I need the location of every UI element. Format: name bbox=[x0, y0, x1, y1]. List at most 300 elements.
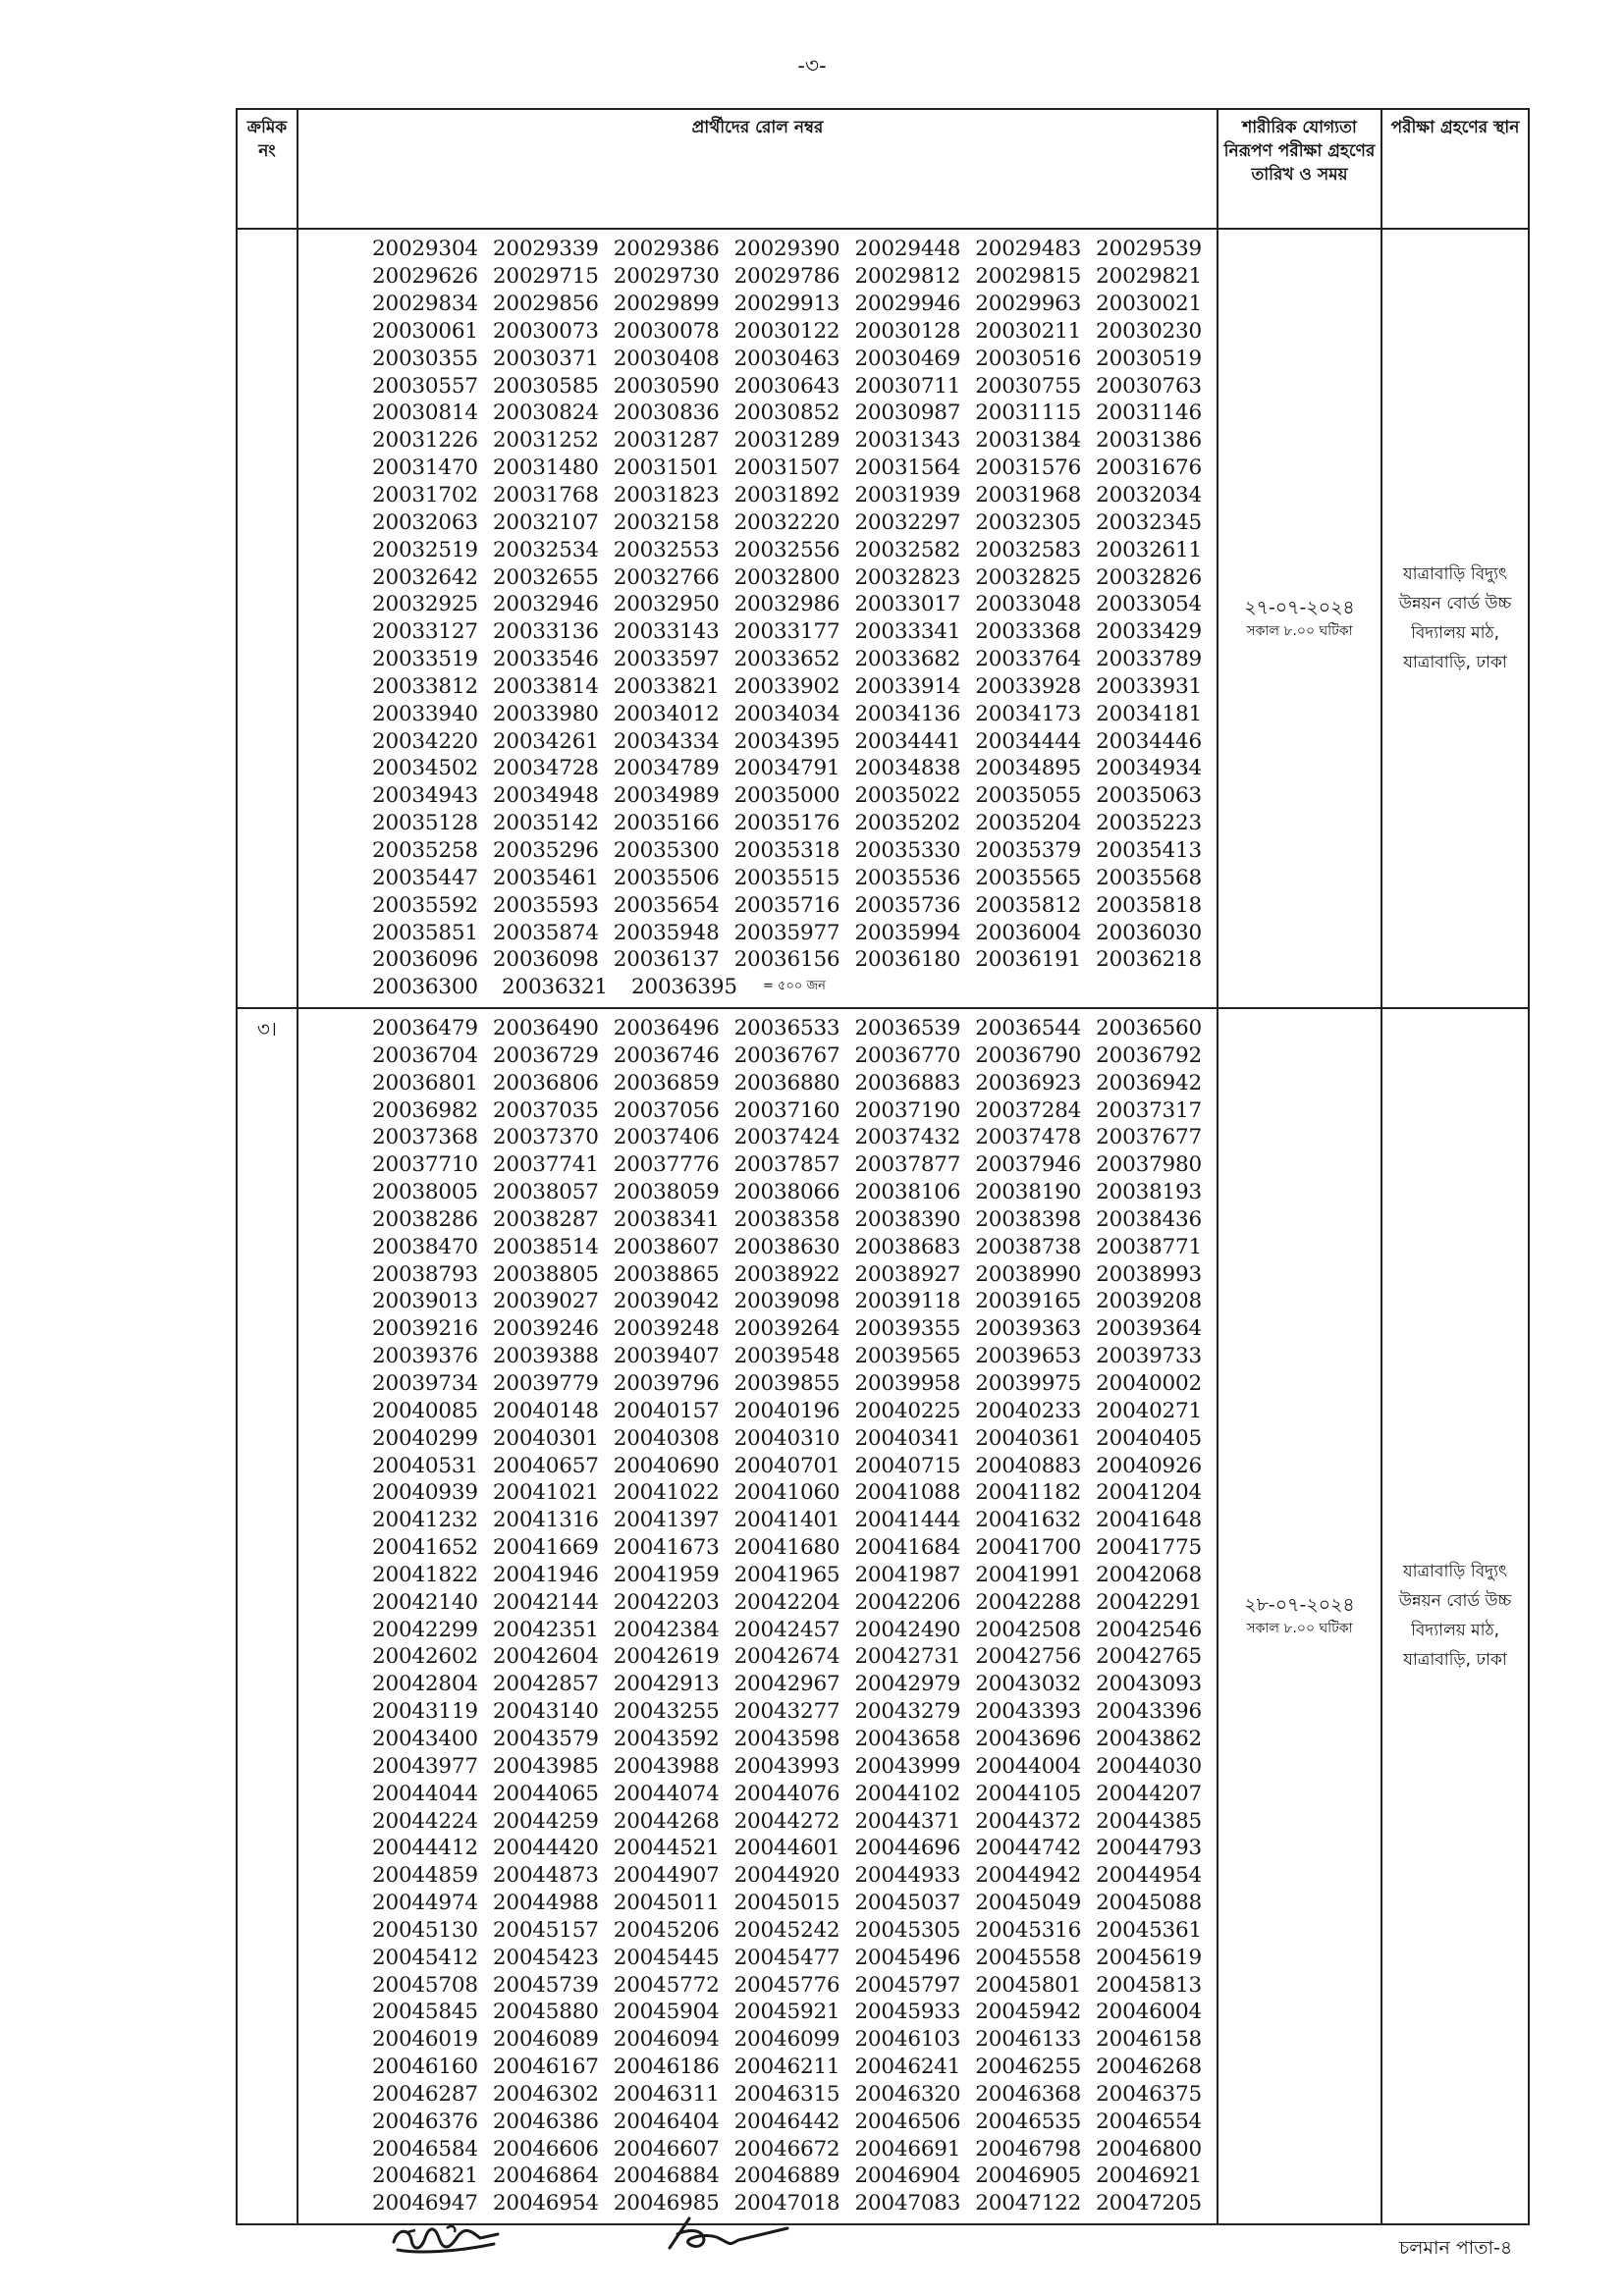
test-venue bbox=[1381, 1008, 1529, 2224]
roll-number: 20038470 bbox=[372, 1234, 478, 1259]
roll-number: 20034791 bbox=[733, 756, 840, 781]
roll-number: 20034220 bbox=[372, 728, 478, 754]
roll-number: 20032642 bbox=[372, 564, 478, 590]
roll-number: 20033914 bbox=[854, 673, 961, 699]
roll-row bbox=[372, 891, 1217, 919]
roll-number: 20037980 bbox=[1096, 1152, 1202, 1178]
test-date: ২৭-০৭-২০২৪ bbox=[1244, 596, 1355, 618]
roll-number: 20038059 bbox=[613, 1180, 720, 1205]
roll-row bbox=[372, 1916, 1217, 1944]
roll-number: 20041060 bbox=[733, 1480, 840, 1506]
roll-number: 20032553 bbox=[613, 537, 720, 562]
roll-number: 20033136 bbox=[492, 619, 599, 645]
roll-number: 20030211 bbox=[975, 318, 1082, 344]
roll-row bbox=[372, 1999, 1217, 2026]
roll-number: 20041775 bbox=[1096, 1535, 1202, 1561]
roll-number: 20046404 bbox=[613, 2109, 720, 2134]
roll-number: 20030585 bbox=[492, 373, 599, 399]
roll-number: 20038993 bbox=[1096, 1261, 1202, 1287]
roll-row bbox=[372, 372, 1217, 400]
signature-right bbox=[660, 2213, 797, 2256]
roll-number: 20042602 bbox=[372, 1644, 478, 1670]
roll-number: 20044974 bbox=[372, 1891, 478, 1916]
roll-number: 20031146 bbox=[1096, 400, 1202, 426]
roll-number: 20040148 bbox=[492, 1398, 599, 1423]
roll-number: 20044385 bbox=[1096, 1808, 1202, 1834]
roll-number: 20033682 bbox=[854, 647, 961, 672]
roll-number: 20038436 bbox=[1096, 1206, 1202, 1232]
roll-number: 20033127 bbox=[372, 619, 478, 645]
roll-number: 20040690 bbox=[613, 1453, 720, 1478]
roll-number: 20047205 bbox=[1096, 2191, 1202, 2216]
roll-number: 20039779 bbox=[492, 1371, 599, 1397]
roll-number: 20046884 bbox=[613, 2163, 720, 2189]
test-date-time bbox=[1218, 1008, 1381, 2224]
roll-number: 20036942 bbox=[1096, 1070, 1202, 1095]
roll-row bbox=[372, 508, 1217, 536]
roll-number: 20037370 bbox=[492, 1125, 599, 1150]
roll-number: 20036792 bbox=[1096, 1042, 1202, 1068]
serial-number: ৩। bbox=[237, 1008, 298, 2224]
roll-number: 20047018 bbox=[733, 2191, 840, 2216]
roll-number: 20046375 bbox=[1096, 2081, 1202, 2107]
roll-number: 20046889 bbox=[733, 2163, 840, 2189]
roll-number: 20044988 bbox=[492, 1891, 599, 1916]
roll-number: 20031252 bbox=[492, 428, 599, 454]
roll-row bbox=[372, 1971, 1217, 1999]
roll-number: 20038990 bbox=[975, 1261, 1082, 1287]
roll-number: 20038738 bbox=[975, 1234, 1082, 1259]
roll-number: 20044004 bbox=[975, 1753, 1082, 1779]
roll-number: 20044793 bbox=[1096, 1836, 1202, 1861]
roll-number: 20037160 bbox=[733, 1097, 840, 1123]
roll-number: 20042288 bbox=[975, 1589, 1082, 1615]
roll-number: 20041401 bbox=[733, 1508, 840, 1533]
roll-number: 20035204 bbox=[975, 811, 1082, 836]
roll-number: 20033814 bbox=[492, 673, 599, 699]
roll-number: 20044372 bbox=[975, 1808, 1082, 1834]
roll-number: 20033931 bbox=[1096, 673, 1202, 699]
roll-number: 20039248 bbox=[613, 1316, 720, 1342]
roll-row bbox=[372, 1233, 1217, 1260]
roll-number: 20036806 bbox=[492, 1070, 599, 1095]
roll-row bbox=[372, 1944, 1217, 1971]
roll-number: 20033764 bbox=[975, 647, 1082, 672]
roll-row bbox=[372, 1479, 1217, 1507]
roll-number: 20035063 bbox=[1096, 783, 1202, 809]
roll-number: 20045242 bbox=[733, 1917, 840, 1943]
roll-number: 20039216 bbox=[372, 1316, 478, 1342]
roll-row bbox=[372, 919, 1217, 946]
roll-number: 20036096 bbox=[372, 947, 478, 973]
roll-number: 20046607 bbox=[613, 2136, 720, 2162]
roll-number: 20040405 bbox=[1096, 1425, 1202, 1451]
roll-number: 20041946 bbox=[492, 1562, 599, 1587]
roll-number: 20046133 bbox=[975, 2027, 1082, 2053]
roll-number: 20033940 bbox=[372, 701, 478, 726]
roll-number: 20036395 bbox=[631, 975, 737, 1000]
roll-number: 20042204 bbox=[733, 1589, 840, 1615]
roll-number: 20034261 bbox=[492, 728, 599, 754]
roll-number: 20032826 bbox=[1096, 564, 1202, 590]
roll-number: 20033429 bbox=[1096, 619, 1202, 645]
roll-number: 20046954 bbox=[492, 2191, 599, 2216]
roll-number: 20036490 bbox=[492, 1016, 599, 1041]
roll-number: 20044696 bbox=[854, 1836, 961, 1861]
roll-row bbox=[372, 1452, 1217, 1479]
roll-number: 20036137 bbox=[613, 947, 720, 973]
roll-number: 20031676 bbox=[1096, 455, 1202, 481]
roll-number: 20033821 bbox=[613, 673, 720, 699]
roll-number: 20031968 bbox=[975, 483, 1082, 508]
roll-number: 20046798 bbox=[975, 2136, 1082, 2162]
roll-number: 20044521 bbox=[613, 1836, 720, 1861]
roll-row bbox=[372, 1534, 1217, 1562]
roll-number: 20033812 bbox=[372, 673, 478, 699]
roll-number: 20044873 bbox=[492, 1863, 599, 1889]
roll-number: 20032345 bbox=[1096, 509, 1202, 535]
roll-number: 20045845 bbox=[372, 2000, 478, 2025]
roll-number: 20043119 bbox=[372, 1699, 478, 1725]
roll-number: 20046606 bbox=[492, 2136, 599, 2162]
roll-number: 20035330 bbox=[854, 837, 961, 863]
roll-number: 20044076 bbox=[733, 1781, 840, 1806]
roll-number: 20045361 bbox=[1096, 1917, 1202, 1943]
roll-row bbox=[372, 1643, 1217, 1671]
roll-number: 20037710 bbox=[372, 1152, 478, 1178]
roll-number: 20035296 bbox=[492, 837, 599, 863]
roll-number: 20041680 bbox=[733, 1535, 840, 1561]
roll-number: 20041444 bbox=[854, 1508, 961, 1533]
roll-row bbox=[372, 1752, 1217, 1780]
roll-number: 20030711 bbox=[854, 373, 961, 399]
roll-number: 20038805 bbox=[492, 1261, 599, 1287]
roll-number: 20038005 bbox=[372, 1180, 478, 1205]
roll-row bbox=[372, 482, 1217, 509]
roll-number: 20043032 bbox=[975, 1672, 1082, 1697]
roll-number: 20039796 bbox=[613, 1371, 720, 1397]
roll-number: 20045015 bbox=[733, 1891, 840, 1916]
roll-number: 20040926 bbox=[1096, 1453, 1202, 1478]
roll-number: 20031939 bbox=[854, 483, 961, 508]
roll-row bbox=[372, 946, 1217, 974]
roll-number: 20036880 bbox=[733, 1070, 840, 1095]
roll-row bbox=[372, 1260, 1217, 1288]
roll-row bbox=[372, 345, 1217, 372]
roll-number: 20034034 bbox=[733, 701, 840, 726]
roll-number: 20040715 bbox=[854, 1453, 961, 1478]
roll-row bbox=[372, 1343, 1217, 1370]
roll-number: 20045206 bbox=[613, 1917, 720, 1943]
roll-number: 20033519 bbox=[372, 647, 478, 672]
roll-number: 20030021 bbox=[1096, 292, 1202, 317]
roll-number: 20038865 bbox=[613, 1261, 720, 1287]
roll-number: 20030463 bbox=[733, 346, 840, 371]
roll-number: 20034136 bbox=[854, 701, 961, 726]
roll-number: 20040310 bbox=[733, 1425, 840, 1451]
roll-number: 20038358 bbox=[733, 1206, 840, 1232]
roll-number: 20045423 bbox=[492, 1945, 599, 1970]
roll-number: 20044601 bbox=[733, 1836, 840, 1861]
roll-number: 20042604 bbox=[492, 1644, 599, 1670]
roll-number: 20046864 bbox=[492, 2163, 599, 2189]
roll-number: 20030469 bbox=[854, 346, 961, 371]
roll-number: 20033177 bbox=[733, 619, 840, 645]
roll-number: 20036533 bbox=[733, 1016, 840, 1041]
roll-number: 20035654 bbox=[613, 892, 720, 918]
roll-number: 20039407 bbox=[613, 1344, 720, 1369]
section-row bbox=[237, 1008, 1529, 2224]
roll-number: 20045942 bbox=[975, 2000, 1082, 2025]
roll-number: 20035447 bbox=[372, 865, 478, 890]
roll-number: 20033652 bbox=[733, 647, 840, 672]
roll-number: 20036801 bbox=[372, 1070, 478, 1095]
roll-number: 20038287 bbox=[492, 1206, 599, 1232]
roll-number: 20035000 bbox=[733, 783, 840, 809]
roll-number: 20033546 bbox=[492, 647, 599, 672]
roll-number: 20042756 bbox=[975, 1644, 1082, 1670]
roll-number: 20045088 bbox=[1096, 1891, 1202, 1916]
roll-number: 20040299 bbox=[372, 1425, 478, 1451]
roll-number: 20032220 bbox=[733, 509, 840, 535]
roll-number: 20042979 bbox=[854, 1672, 961, 1697]
roll-number: 20036859 bbox=[613, 1070, 720, 1095]
roll-number: 20041182 bbox=[975, 1480, 1082, 1506]
roll-row bbox=[372, 1507, 1217, 1534]
roll-number: 20041232 bbox=[372, 1508, 478, 1533]
roll-number: 20044859 bbox=[372, 1863, 478, 1889]
roll-number: 20046186 bbox=[613, 2055, 720, 2080]
roll-number: 20036729 bbox=[492, 1042, 599, 1068]
roll-number: 20046158 bbox=[1096, 2027, 1202, 2053]
roll-number: 20044272 bbox=[733, 1808, 840, 1834]
roll-number: 20036770 bbox=[854, 1042, 961, 1068]
venue-text: যাত্রাবাড়ি বিদ্যুৎ উন্নয়ন বোর্ড উচ্চ বিদ্যালয় মাঠ, যাত্রাবাড়ি, ঢাকা bbox=[1398, 563, 1512, 672]
roll-number: 20042857 bbox=[492, 1672, 599, 1697]
roll-number: 20036982 bbox=[372, 1097, 478, 1123]
roll-row bbox=[372, 427, 1217, 454]
roll-number: 20043140 bbox=[492, 1699, 599, 1725]
roll-number: 20044412 bbox=[372, 1836, 478, 1861]
roll-row bbox=[372, 2108, 1217, 2135]
roll-number: 20035202 bbox=[854, 811, 961, 836]
roll-number: 20040301 bbox=[492, 1425, 599, 1451]
roll-number: 20030763 bbox=[1096, 373, 1202, 399]
roll-number: 20043396 bbox=[1096, 1699, 1202, 1725]
roll-number: 20041822 bbox=[372, 1562, 478, 1587]
roll-number: 20042913 bbox=[613, 1672, 720, 1697]
roll-number: 20033054 bbox=[1096, 592, 1202, 617]
roll-number: 20039355 bbox=[854, 1316, 961, 1342]
roll-number: 20029339 bbox=[492, 237, 599, 262]
roll-number: 20045772 bbox=[613, 1972, 720, 1998]
roll-number: 20032766 bbox=[613, 564, 720, 590]
roll-number: 20044044 bbox=[372, 1781, 478, 1806]
roll-number: 20043999 bbox=[854, 1753, 961, 1779]
roll-number: 20035142 bbox=[492, 811, 599, 836]
roll-number: 20035592 bbox=[372, 892, 478, 918]
roll-number: 20038106 bbox=[854, 1180, 961, 1205]
roll-number: 20045558 bbox=[975, 1945, 1082, 1970]
roll-number: 20046821 bbox=[372, 2163, 478, 2189]
roll-row bbox=[372, 727, 1217, 755]
roll-number: 20046255 bbox=[975, 2055, 1082, 2080]
roll-number: 20044420 bbox=[492, 1836, 599, 1861]
roll-number: 20035593 bbox=[492, 892, 599, 918]
roll-number: 20038190 bbox=[975, 1180, 1082, 1205]
roll-number: 20043696 bbox=[975, 1726, 1082, 1751]
roll-row bbox=[372, 1890, 1217, 1917]
roll-row bbox=[372, 1179, 1217, 1206]
roll-number-list bbox=[298, 1008, 1218, 2224]
roll-number: 20029815 bbox=[975, 264, 1082, 290]
roll-number: 20036539 bbox=[854, 1016, 961, 1041]
roll-number: 20038390 bbox=[854, 1206, 961, 1232]
roll-number: 20039975 bbox=[975, 1371, 1082, 1397]
roll-row bbox=[372, 454, 1217, 482]
roll-row bbox=[372, 318, 1217, 346]
roll-number: 20037056 bbox=[613, 1097, 720, 1123]
roll-number: 20043592 bbox=[613, 1726, 720, 1751]
roll-number: 20038683 bbox=[854, 1234, 961, 1259]
roll-number: 20043985 bbox=[492, 1753, 599, 1779]
roll-number: 20043255 bbox=[613, 1699, 720, 1725]
roll-number: 20030519 bbox=[1096, 346, 1202, 371]
roll-number: 20035166 bbox=[613, 811, 720, 836]
roll-number: 20045797 bbox=[854, 1972, 961, 1998]
roll-number: 20046368 bbox=[975, 2081, 1082, 2107]
roll-number: 20041700 bbox=[975, 1535, 1082, 1561]
roll-number: 20035716 bbox=[733, 892, 840, 918]
roll-number: 20046921 bbox=[1096, 2163, 1202, 2189]
table-header-row bbox=[237, 109, 1529, 229]
roll-row bbox=[372, 1562, 1217, 1589]
roll-number: 20044102 bbox=[854, 1781, 961, 1806]
roll-number: 20032582 bbox=[854, 537, 961, 562]
roll-number: 20029390 bbox=[733, 237, 840, 262]
roll-number: 20046019 bbox=[372, 2027, 478, 2053]
roll-number: 20039548 bbox=[733, 1344, 840, 1369]
roll-number: 20036191 bbox=[975, 947, 1082, 973]
roll-number: 20039734 bbox=[372, 1371, 478, 1397]
roll-number: 20041632 bbox=[975, 1508, 1082, 1533]
roll-number: 20041684 bbox=[854, 1535, 961, 1561]
roll-number: 20034173 bbox=[975, 701, 1082, 726]
roll-number: 20037857 bbox=[733, 1152, 840, 1178]
roll-row bbox=[372, 263, 1217, 291]
roll-row bbox=[372, 2163, 1217, 2190]
roll-row bbox=[372, 700, 1217, 727]
roll-number: 20036180 bbox=[854, 947, 961, 973]
roll-number: 20030643 bbox=[733, 373, 840, 399]
roll-number: 20042490 bbox=[854, 1617, 961, 1642]
roll-number: 20041316 bbox=[492, 1508, 599, 1533]
roll-number: 20037432 bbox=[854, 1125, 961, 1150]
roll-row bbox=[372, 536, 1217, 563]
roll-number: 20029386 bbox=[613, 237, 720, 262]
roll-number: 20037877 bbox=[854, 1152, 961, 1178]
test-date-time bbox=[1218, 229, 1381, 1008]
roll-number: 20035818 bbox=[1096, 892, 1202, 918]
roll-number: 20035736 bbox=[854, 892, 961, 918]
roll-number: 20046160 bbox=[372, 2055, 478, 2080]
roll-number: 20038398 bbox=[975, 1206, 1082, 1232]
roll-number: 20032800 bbox=[733, 564, 840, 590]
roll-row bbox=[372, 1807, 1217, 1835]
roll-number: 20037741 bbox=[492, 1152, 599, 1178]
roll-number: 20029539 bbox=[1096, 237, 1202, 262]
roll-number: 20035022 bbox=[854, 783, 961, 809]
roll-number: 20036300 bbox=[372, 975, 478, 1000]
roll-number: 20046800 bbox=[1096, 2136, 1202, 2162]
roll-number: 20038922 bbox=[733, 1261, 840, 1287]
roll-number: 20037406 bbox=[613, 1125, 720, 1150]
roll-number: 20046211 bbox=[733, 2055, 840, 2080]
roll-number: 20044065 bbox=[492, 1781, 599, 1806]
roll-number: 20033368 bbox=[975, 619, 1082, 645]
roll-number: 20031564 bbox=[854, 455, 961, 481]
roll-number: 20042144 bbox=[492, 1589, 599, 1615]
roll-number: 20032986 bbox=[733, 592, 840, 617]
roll-number: 20044207 bbox=[1096, 1781, 1202, 1806]
roll-number: 20037317 bbox=[1096, 1097, 1202, 1123]
roll-number: 20032305 bbox=[975, 509, 1082, 535]
roll-row bbox=[372, 1041, 1217, 1069]
roll-number: 20043993 bbox=[733, 1753, 840, 1779]
roll-number: 20046103 bbox=[854, 2027, 961, 2053]
roll-number: 20032556 bbox=[733, 537, 840, 562]
roll-number: 20029626 bbox=[372, 264, 478, 290]
roll-number: 20045904 bbox=[613, 2000, 720, 2025]
roll-number: 20031287 bbox=[613, 428, 720, 454]
roll-number: 20046535 bbox=[975, 2109, 1082, 2134]
roll-number: 20041669 bbox=[492, 1535, 599, 1561]
roll-number: 20040002 bbox=[1096, 1371, 1202, 1397]
roll-row bbox=[372, 1862, 1217, 1890]
roll-number: 20037284 bbox=[975, 1097, 1082, 1123]
roll-number: 20034395 bbox=[733, 728, 840, 754]
roll-number: 20038607 bbox=[613, 1234, 720, 1259]
roll-number: 20031470 bbox=[372, 455, 478, 481]
roll-number: 20046985 bbox=[613, 2191, 720, 2216]
roll-number: 20045130 bbox=[372, 1917, 478, 1943]
roll-number: 20029812 bbox=[854, 264, 961, 290]
roll-number: 20034441 bbox=[854, 728, 961, 754]
roll-number: 20040361 bbox=[975, 1425, 1082, 1451]
roll-number: 20042291 bbox=[1096, 1589, 1202, 1615]
roll-number: 20042299 bbox=[372, 1617, 478, 1642]
roll-number: 20029483 bbox=[975, 237, 1082, 262]
roll-number: 20040157 bbox=[613, 1398, 720, 1423]
roll-number: 20046947 bbox=[372, 2191, 478, 2216]
roll-number: 20039042 bbox=[613, 1289, 720, 1314]
roll-number: 20038193 bbox=[1096, 1180, 1202, 1205]
roll-number: 20047122 bbox=[975, 2191, 1082, 2216]
roll-row bbox=[372, 1698, 1217, 1726]
roll-number: 20046311 bbox=[613, 2081, 720, 2107]
roll-number: 20032950 bbox=[613, 592, 720, 617]
roll-number: 20036544 bbox=[975, 1016, 1082, 1041]
roll-number: 20035536 bbox=[854, 865, 961, 890]
roll-number: 20029834 bbox=[372, 292, 478, 317]
roll-number: 20037946 bbox=[975, 1152, 1082, 1178]
roll-row bbox=[372, 400, 1217, 427]
roll-number: 20040271 bbox=[1096, 1398, 1202, 1423]
roll-number: 20039013 bbox=[372, 1289, 478, 1314]
roll-number: 20046004 bbox=[1096, 2000, 1202, 2025]
roll-number: 20045011 bbox=[613, 1891, 720, 1916]
roll-number: 20044268 bbox=[613, 1808, 720, 1834]
